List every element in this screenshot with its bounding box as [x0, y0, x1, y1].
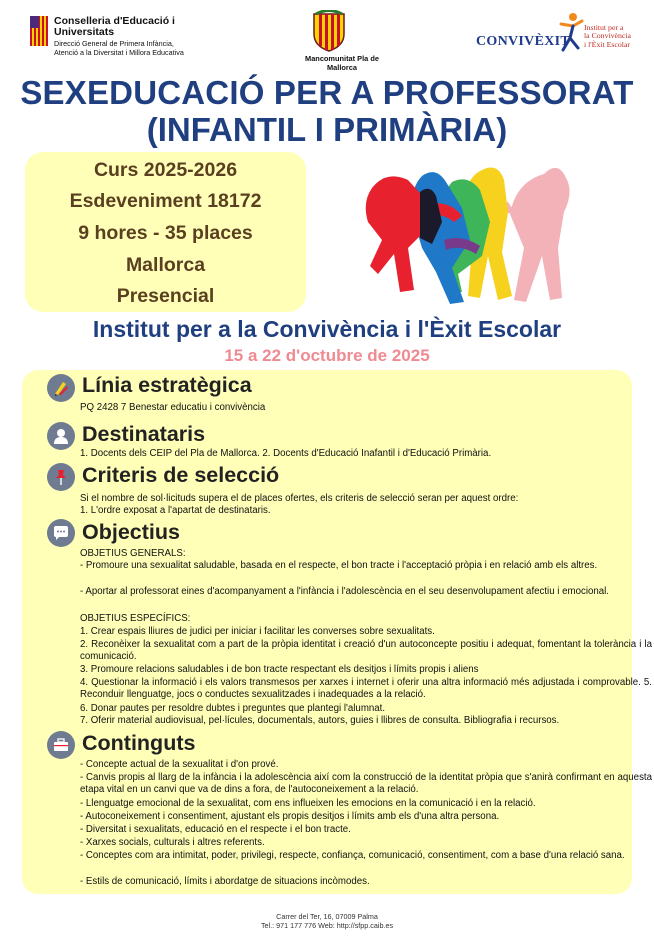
conselleria-sub-line-2: Atenció a la Diversitat i Millora Educativa — [54, 47, 184, 57]
institut-logo-text — [584, 24, 644, 49]
section-title-linia: Línia estratègica — [82, 373, 252, 397]
continguts-line-7: - Conceptes com ara intimitat, poder, privilegi, respecte, confiança, comunicació, consentiment, com a base d'una relació sana. — [80, 850, 625, 861]
objectius-line-1: OBJETIUS GENERALS: — [80, 548, 186, 559]
objectius-line-2: - Promoure una sexualitat saludable, basada en el respecte, el bon tracte i l'acceptació pròpia i en relació amb els altres. — [80, 560, 598, 571]
section-title-criteris: Criteris de selecció — [82, 463, 280, 487]
section-title-objectius: Objectius — [82, 520, 180, 544]
conselleria-sub-line-1: Direcció General de Primera Infància, — [54, 39, 174, 48]
convivexit-wordmark: CONVIVÈXIT — [476, 34, 571, 49]
continguts-line-2: - Canvis propis al llarg de la infància i la adolescència així com la construcció de la identitat pròpia que s'anirà confirmant en aquesta etapa vital en un canvi que va de dins a fora, de l'autoconeixement a la relació. — [80, 772, 652, 795]
person-icon — [47, 422, 75, 450]
objectius-line-7: 3. Promoure relacions saludables i de bon tracte respectant els desitjos i límits propis i aliens — [80, 664, 479, 675]
conselleria-logo — [30, 16, 240, 64]
course-details-box — [22, 370, 652, 894]
event-number: Esdeveniment 18172 — [69, 190, 262, 212]
mancomunitat-shield-icon — [312, 10, 346, 52]
location: Mallorca — [125, 254, 206, 276]
objectius-line-10: 7. Oferir material audiovisual, pel·lícules, documentals, autors, guies i llibres de consulta. Bibliografia i recursos. — [80, 715, 560, 726]
objectius-line-6: 2. Reconèixer la sexualitat com a part de la pròpia identitat i creació d'un autoconcepte positiu i adequat, fomentant la tolerància i la comunicació. — [80, 639, 652, 662]
mancomunitat-logo — [292, 10, 392, 72]
continguts-line-8: - Estils de comunicació, límits i abordatge de situacions incòmodes. — [80, 876, 370, 887]
criteris-line-2: 1. L'ordre exposat a l'apartat de destinataris. — [80, 505, 271, 516]
footer-contact: Tel.: 971 177 776 Web: http://sfpp.caib.es — [260, 921, 394, 930]
objectius-line-9: 6. Donar pautes per resoldre dubtes i preguntes que plantegi l'alumnat. — [80, 703, 386, 714]
balearic-crest-icon — [30, 16, 48, 46]
linia-text: PQ 2428 7 Benestar educatiu i convivència — [80, 402, 266, 413]
continguts-line-1: - Concepte actual de la sexualitat i d'on prové. — [80, 759, 279, 770]
section-title-destinataris: Destinataris — [82, 422, 206, 446]
objectius-line-3: - Aportar al professorat eines d'acompanyament a l'infància i l'adolescència en el seu desenvolupament afectiu i emocional. — [80, 586, 609, 597]
objectius-line-8: 4. Questionar la informació i els valors transmesos per xarxes i internet i oferir una altra informació més adjustada i comprovable. 5. Reconduir llenguatge, jocs o conductes sexualitzades i inadequades a la relació. — [80, 677, 652, 700]
pencils-icon — [47, 374, 75, 402]
modality: Presencial — [116, 285, 215, 307]
main-title-line-2: (INFANTIL I PRIMÀRIA) — [146, 111, 508, 148]
institut-logo-line-2: la Convivència — [584, 31, 631, 41]
conselleria-title: Conselleria d'Educació i Universitats — [54, 15, 175, 38]
institut-logo-line-3: i l'Èxit Escolar — [584, 39, 631, 49]
briefcase-icon — [47, 731, 75, 759]
course-info-box — [25, 152, 306, 312]
pushpin-icon — [47, 463, 75, 491]
criteris-line-1: Si el nombre de sol·licituds supera el de places ofertes, els criteris de selecció seran per aquest ordre: — [80, 493, 519, 504]
main-title-line-1: SEXEDUCACIÓ PER A PROFESSORAT — [20, 74, 634, 111]
conselleria-subtitle — [54, 40, 254, 57]
continguts-line-6: - Xarxes socials, culturals i altres referents. — [80, 837, 265, 848]
convivexit-logo — [476, 12, 636, 60]
destinataris-text: 1. Docents dels CEIP del Pla de Mallorca. 2. Docents d'Educació Inafantil i d'Educació Primària. — [80, 448, 492, 459]
section-title-continguts: Continguts — [82, 731, 196, 755]
hours-places: 9 hores - 35 places — [78, 222, 253, 244]
continguts-line-4: - Autoconeixement i consentiment, ajustant els propis desitjos i límits amb els d'una altra persona. — [80, 811, 500, 822]
institut-logo-line-1: Institut per a — [584, 23, 624, 32]
chat-bubble-icon — [47, 519, 75, 547]
continguts-line-5: - Diversitat i sexualitats, educació en el respecte i el bon tracte. — [80, 824, 351, 835]
footer — [0, 912, 654, 930]
course-dates: 15 a 22 d'octubre de 2025 — [224, 346, 430, 365]
course-year: Curs 2025-2026 — [93, 159, 238, 181]
mancomunitat-name: Mancomunitat Pla de Mallorca — [305, 54, 379, 72]
objectius-line-5: 1. Crear espais lliures de judici per iniciar i facilitar les converses sobre sexualitats. — [80, 626, 435, 637]
continguts-line-3: - Llenguatge emocional de la sexualitat, com ens influeixen les emocions en la comunicació i en la relació. — [80, 798, 536, 809]
jumping-figure-icon — [558, 12, 584, 52]
footer-address: Carrer del Ter, 16, 07009 Palma — [276, 912, 378, 921]
organizer-name: Institut per a la Convivència i l'Èxit Escolar — [92, 316, 562, 342]
embracing-figures-illustration — [312, 152, 638, 314]
objectius-line-4: OBJETIUS ESPECÍFICS: — [80, 613, 191, 624]
